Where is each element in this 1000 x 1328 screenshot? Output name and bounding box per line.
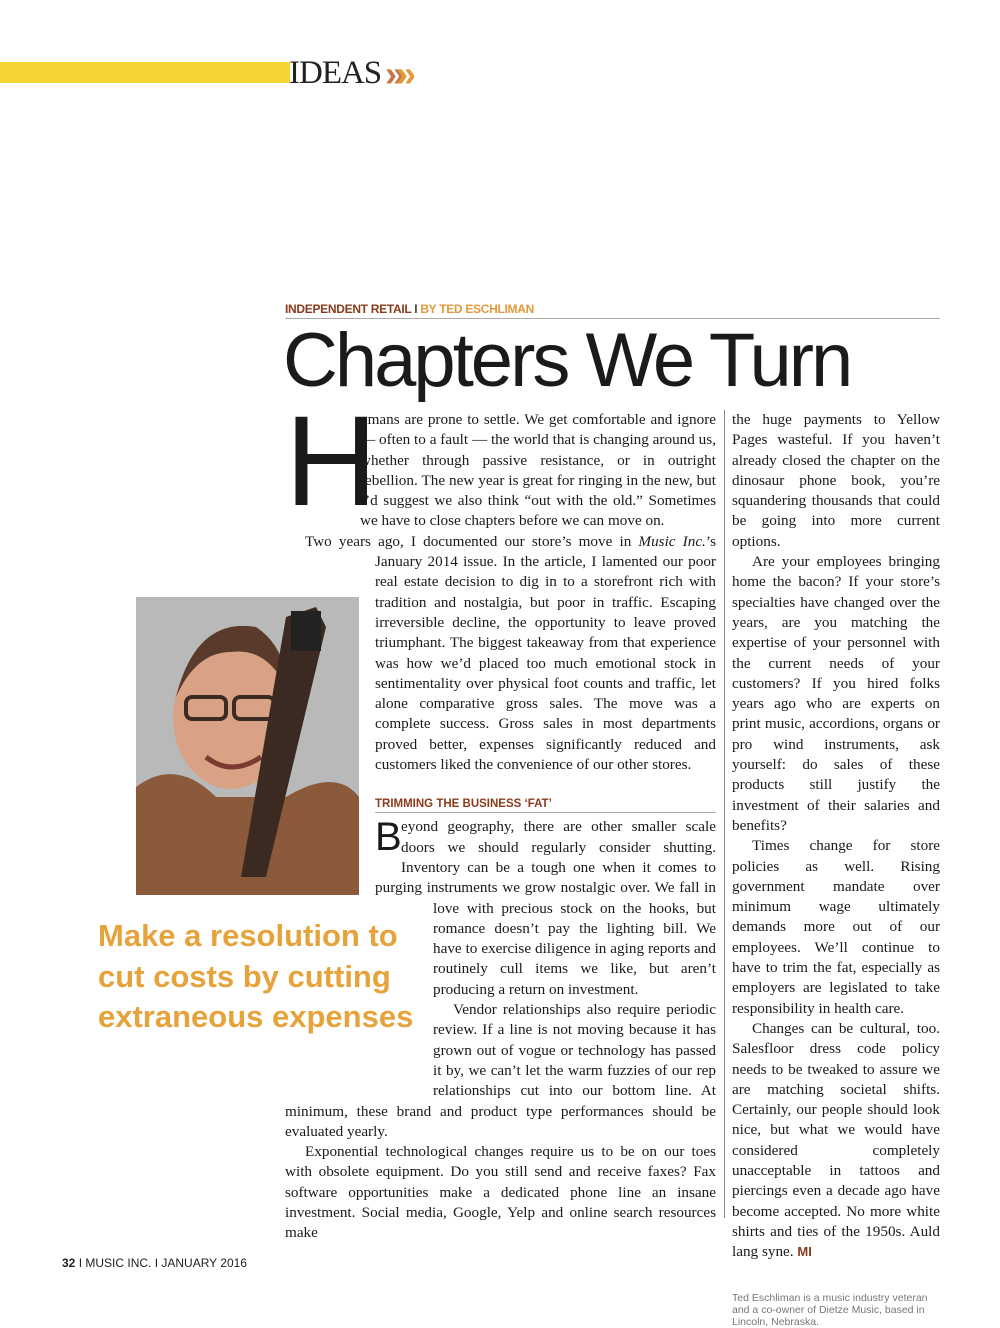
folio: 32 I MUSIC INC. I JANUARY 2016 xyxy=(62,1256,247,1270)
author-bio: Ted Eschliman is a music industry veteran and a co-owner of Dietze Music, based in Lincoln, Nebraska. xyxy=(732,1292,928,1328)
paragraph: Are your employees bringing home the bacon? If your store’s specialties have changed over the years, are you matching the expertise of your personnel with the current needs of your customers? If you hired folks years ago who are experts on print music, accordions, organs or pro wind instruments, ask yourself: do sales of these products still justify the investment of their salaries and benefits? xyxy=(732,553,940,834)
category: INDEPENDENT RETAIL xyxy=(285,302,412,316)
drop-cap: B xyxy=(375,815,402,860)
paragraph: Times change for store policies as well. Rising government mandate over minimum wage ultimately demands more out of our employees. We’ll continue to have to trim the fat, especially as employers are legislated to take responsibility in health care. xyxy=(732,837,940,1017)
paragraph: Exponential technological changes require us to be on our toes with obsolete equipment. Do you still send and receive faxes? Fax software opportunities make a dedicated phone line an insane investment. Social media, Google, Yelp and online search resources make xyxy=(285,1143,716,1242)
section-label: IDEAS xyxy=(289,55,382,91)
column-divider xyxy=(724,410,725,1218)
chevrons-icon: »» xyxy=(385,53,408,94)
paragraph: the huge payments to Yellow Pages wasteful. If you haven’t already closed the chapter on the dinosaur phone book, you’re squandering thousands that could be going into more current options. xyxy=(732,411,940,550)
end-mark: MI xyxy=(797,1244,812,1260)
page-number: 32 xyxy=(62,1256,76,1270)
paragraph: Changes can be cultural, too. Salesfloor dress code policy needs to be tweaked to assure we are matching societal shifts. Certainly, our people should look nice, but what we would have considered completely unacceptable in tattoos and piercings even a decade ago have become accepted. No more white shirts and ties of the 1950s. Auld lang syne. MI xyxy=(732,1019,940,1261)
separator: I xyxy=(414,302,418,316)
subheading: TRIMMING THE BUSINESS ‘FAT’ xyxy=(375,797,716,813)
byline: BY TED ESCHLIMAN xyxy=(420,302,534,316)
drop-cap: H xyxy=(285,390,378,533)
pull-quote: Make a resolution to cut costs by cutting extraneous expenses xyxy=(98,918,414,1034)
paragraph: Two years ago, I documented our store’s move in Music Inc.’s January 2014 issue. In the article, I lamented our poor real estate decision to dig in to a storefront rich with tradition and nostalgia, but poor in traffic. Escaping irreversible decline, the opportunity to leave proved triumphant. The biggest takeaway from that experience was how we’d placed too much emotional stock in sentimentality over physical foot counts and traffic, let alone comparative gross sales. The move was a complete success. Gross sales in most departments proved better, expenses significantly reduced and customers liked the convenience of our other stores. xyxy=(305,532,716,774)
paragraph: umans are prone to settle. We get comfortable and ignore — often to a fault — the world that is changing around us, whether through passive resistance, or in outright rebellion. The new year is great for ringing in the new, but I’d suggest we also think “out with the old.” Sometimes we have to close chapters before we can move on. xyxy=(360,411,716,530)
body-column-2 xyxy=(732,410,940,1328)
author-photo xyxy=(136,597,359,895)
kicker xyxy=(285,302,940,319)
paragraph: Vendor relationships also require periodic review. If a line is not moving because it has grown out of vogue or technology has passed it by, we can’t let the warm fuzzies of our rep relationships cut into our bottom line. At minimum, these brand and product type performances should be evaluated yearly. xyxy=(285,1001,716,1140)
section-color-bar xyxy=(0,62,290,83)
paragraph: eyond geography, there are other smaller scale doors we should regularly consider shutting. Inventory can be a tough one when it comes to purging instruments we grow nostalgic over. We fall in love with precious stock on the hooks, but romance doesn’t pay the lighting bill. We have to exercise diligence in aging reports and routinely cull items we like, but aren’t producing a return on investment. xyxy=(375,818,716,998)
article-title: Chapters We Turn xyxy=(283,318,851,403)
